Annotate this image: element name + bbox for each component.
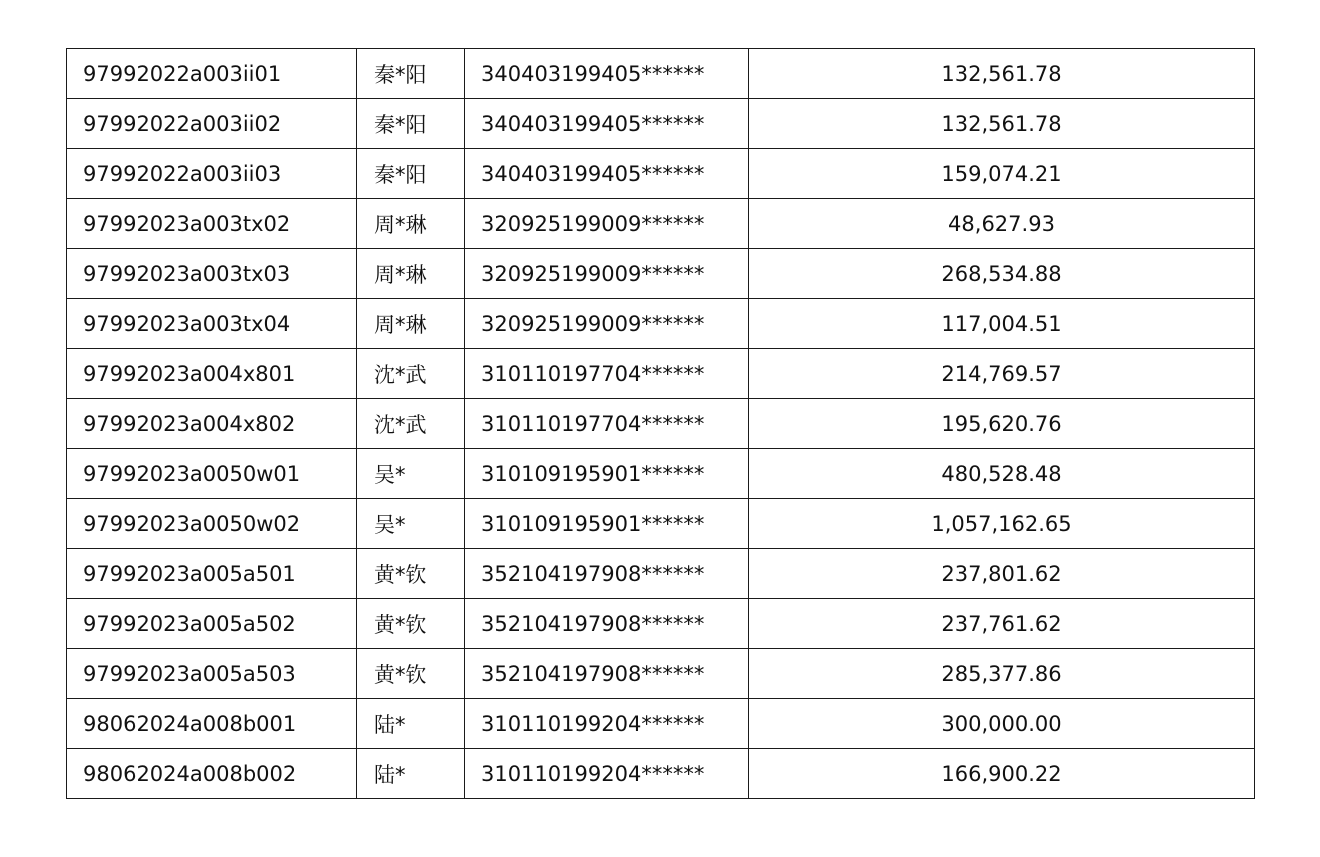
id-number-cell: 320925199009******: [465, 299, 749, 349]
amount-cell: 195,620.76: [749, 399, 1255, 449]
amount-cell: 166,900.22: [749, 749, 1255, 799]
table-row: [67, 449, 1255, 499]
person-name-cell: 沈*武: [357, 349, 465, 399]
id-number-cell: 352104197908******: [465, 549, 749, 599]
table-row: [67, 749, 1255, 799]
amount-cell: 237,801.62: [749, 549, 1255, 599]
person-name-cell: 陆*: [357, 699, 465, 749]
id-number-cell: 320925199009******: [465, 249, 749, 299]
record-code-cell: 97992023a0050w01: [67, 449, 357, 499]
table-body: [67, 49, 1255, 799]
id-number-cell: 352104197908******: [465, 649, 749, 699]
id-number-cell: 310110197704******: [465, 349, 749, 399]
id-number-cell: 340403199405******: [465, 149, 749, 199]
record-code-cell: 97992023a005a503: [67, 649, 357, 699]
person-name-cell: 周*琳: [357, 249, 465, 299]
id-number-cell: 310110199204******: [465, 699, 749, 749]
amount-cell: 237,761.62: [749, 599, 1255, 649]
person-name-cell: 陆*: [357, 749, 465, 799]
record-code-cell: 97992023a004x801: [67, 349, 357, 399]
amount-cell: 132,561.78: [749, 99, 1255, 149]
table-row: [67, 649, 1255, 699]
amount-cell: 1,057,162.65: [749, 499, 1255, 549]
person-name-cell: 吴*: [357, 449, 465, 499]
person-name-cell: 吴*: [357, 499, 465, 549]
id-number-cell: 310110199204******: [465, 749, 749, 799]
person-name-cell: 黄*钦: [357, 599, 465, 649]
table-row: [67, 399, 1255, 449]
id-number-cell: 352104197908******: [465, 599, 749, 649]
record-code-cell: 97992023a003tx04: [67, 299, 357, 349]
person-name-cell: 秦*阳: [357, 149, 465, 199]
amount-cell: 159,074.21: [749, 149, 1255, 199]
amount-cell: 480,528.48: [749, 449, 1255, 499]
record-code-cell: 97992023a005a501: [67, 549, 357, 599]
amount-cell: 48,627.93: [749, 199, 1255, 249]
table-row: [67, 599, 1255, 649]
table-row: [67, 499, 1255, 549]
record-code-cell: 98062024a008b002: [67, 749, 357, 799]
person-name-cell: 秦*阳: [357, 49, 465, 99]
data-table: [66, 48, 1255, 799]
person-name-cell: 周*琳: [357, 299, 465, 349]
person-name-cell: 周*琳: [357, 199, 465, 249]
record-code-cell: 97992023a004x802: [67, 399, 357, 449]
record-code-cell: 97992022a003ii01: [67, 49, 357, 99]
id-number-cell: 340403199405******: [465, 99, 749, 149]
amount-cell: 285,377.86: [749, 649, 1255, 699]
id-number-cell: 310110197704******: [465, 399, 749, 449]
table-row: [67, 49, 1255, 99]
record-code-cell: 97992023a003tx03: [67, 249, 357, 299]
id-number-cell: 320925199009******: [465, 199, 749, 249]
id-number-cell: 310109195901******: [465, 499, 749, 549]
record-code-cell: 97992022a003ii02: [67, 99, 357, 149]
table-row: [67, 249, 1255, 299]
person-name-cell: 黄*钦: [357, 549, 465, 599]
amount-cell: 132,561.78: [749, 49, 1255, 99]
person-name-cell: 黄*钦: [357, 649, 465, 699]
amount-cell: 214,769.57: [749, 349, 1255, 399]
amount-cell: 268,534.88: [749, 249, 1255, 299]
table-row: [67, 699, 1255, 749]
table-row: [67, 199, 1255, 249]
id-number-cell: 340403199405******: [465, 49, 749, 99]
record-code-cell: 97992023a005a502: [67, 599, 357, 649]
record-code-cell: 97992023a0050w02: [67, 499, 357, 549]
person-name-cell: 沈*武: [357, 399, 465, 449]
record-code-cell: 98062024a008b001: [67, 699, 357, 749]
amount-cell: 117,004.51: [749, 299, 1255, 349]
person-name-cell: 秦*阳: [357, 99, 465, 149]
table-row: [67, 299, 1255, 349]
id-number-cell: 310109195901******: [465, 449, 749, 499]
record-code-cell: 97992023a003tx02: [67, 199, 357, 249]
table-row: [67, 149, 1255, 199]
record-code-cell: 97992022a003ii03: [67, 149, 357, 199]
table-row: [67, 549, 1255, 599]
table-row: [67, 349, 1255, 399]
amount-cell: 300,000.00: [749, 699, 1255, 749]
table-row: [67, 99, 1255, 149]
